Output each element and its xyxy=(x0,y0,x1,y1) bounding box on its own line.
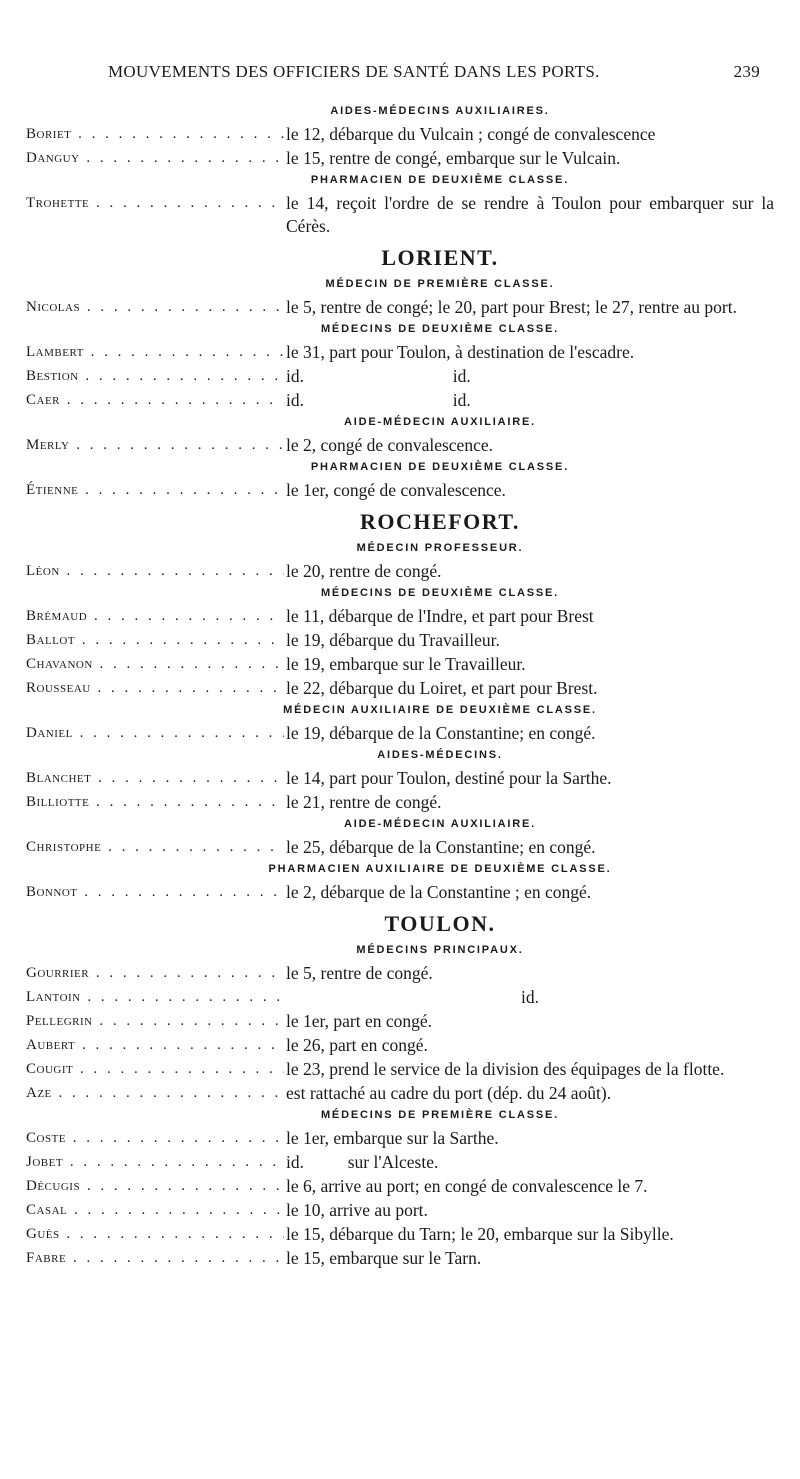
register-entry xyxy=(26,123,774,146)
officer-name: Cougit . . . xyxy=(26,1058,284,1081)
officer-name: Étienne . . . xyxy=(26,479,284,502)
movement-detail: le 6, arrive au port; en congé de convalescence le 7. xyxy=(286,1176,648,1196)
movement-detail: le 15, débarque du Tarn; le 20, embarque sur la Sibylle. xyxy=(286,1224,674,1244)
officer-name: Lambert . . . xyxy=(26,341,284,364)
page-header-title: MOUVEMENTS DES OFFICIERS DE SANTÉ DANS LES PORTS. xyxy=(108,62,600,81)
movement-detail: le 19, débarque de la Constantine; en congé. xyxy=(286,723,596,743)
port-title: ROCHEFORT. xyxy=(360,509,520,534)
officer-name: Aubert . . . xyxy=(26,1034,284,1057)
rank-heading: MÉDECIN DE PREMIÈRE CLASSE. xyxy=(325,278,555,290)
officer-name: Léon . . . xyxy=(26,560,284,583)
officer-name: Danguy . . . xyxy=(26,147,284,170)
rank-heading: PHARMACIEN AUXILIAIRE DE DEUXIÈME CLASSE. xyxy=(268,863,612,875)
rank-heading: MÉDECINS DE DEUXIÈME CLASSE. xyxy=(320,587,560,599)
rank-heading: AIDE-MÉDECIN AUXILIAIRE. xyxy=(344,818,536,830)
register-entry xyxy=(26,1151,774,1174)
officer-name: Fabre . . . xyxy=(26,1247,284,1270)
movement-detail: le 19, embarque sur le Travailleur. xyxy=(286,654,526,674)
register-entry xyxy=(26,836,774,859)
port-title: LORIENT. xyxy=(381,245,499,270)
rank-heading: AIDES-MÉDECINS. xyxy=(377,749,503,761)
movement-detail: id. id. xyxy=(286,366,471,386)
movement-detail: le 14, part pour Toulon, destiné pour la Sarthe. xyxy=(286,768,612,788)
movement-detail: le 11, débarque de l'Indre, et part pour Brest xyxy=(286,606,594,626)
movement-detail: le 20, rentre de congé. xyxy=(286,561,442,581)
officer-name: Daniel . . . xyxy=(26,722,284,745)
page-number: 239 xyxy=(733,62,760,81)
officer-name: Casal . . . xyxy=(26,1199,284,1222)
officer-name: Lantoin . . . xyxy=(26,986,284,1009)
movement-detail: le 15, embarque sur le Tarn. xyxy=(286,1248,482,1268)
register-entry xyxy=(26,1010,774,1033)
movement-detail: le 14, reçoit l'ordre de se rendre à Toulon pour embarquer sur la Cérès. xyxy=(286,193,779,236)
movement-detail: le 25, débarque de la Constantine; en congé. xyxy=(286,837,596,857)
movement-detail: le 5, rentre de congé. xyxy=(286,963,433,983)
officer-name: Brémaud . . . xyxy=(26,605,284,628)
movement-detail: le 2, congé de convalescence. xyxy=(286,435,493,455)
register-entry xyxy=(26,296,774,319)
movement-detail: le 1er, part en congé. xyxy=(286,1011,433,1031)
rank-heading: PHARMACIEN DE DEUXIÈME CLASSE. xyxy=(310,461,570,473)
register-entry xyxy=(26,722,774,745)
register-entry xyxy=(26,986,774,1009)
register-entry xyxy=(26,365,774,388)
register-entry xyxy=(26,605,774,628)
movement-detail: le 1er, embarque sur la Sarthe. xyxy=(286,1128,499,1148)
officer-name: Guès . . . xyxy=(26,1223,284,1246)
officer-name: Billiotte . . . xyxy=(26,791,284,814)
rank-heading: AIDE-MÉDECIN AUXILIAIRE. xyxy=(344,416,536,428)
register-entry xyxy=(26,147,774,170)
officer-name: Coste . . . xyxy=(26,1127,284,1150)
officer-name: Rousseau . . . xyxy=(26,677,284,700)
register-entry xyxy=(26,1247,774,1270)
rank-heading: MÉDECINS DE DEUXIÈME CLASSE. xyxy=(320,323,560,335)
officer-name: Blanchet . . . xyxy=(26,767,284,790)
officer-name: Jobet . . . xyxy=(26,1151,284,1174)
movement-detail: le 22, débarque du Loiret, et part pour Brest. xyxy=(286,678,598,698)
movement-detail: le 31, part pour Toulon, à destination de l'escadre. xyxy=(286,342,635,362)
register-entry xyxy=(26,1082,774,1105)
register-entry xyxy=(26,192,779,238)
officer-name: Nicolas . . . xyxy=(26,296,284,319)
officer-name: Caer . . . xyxy=(26,389,284,412)
rank-heading: MÉDECIN PROFESSEUR. xyxy=(356,542,524,554)
register-content xyxy=(26,101,779,1271)
officer-name: Bonnot . . . xyxy=(26,881,284,904)
movement-detail: le 26, part en congé. xyxy=(286,1035,428,1055)
register-entry xyxy=(26,962,774,985)
movement-detail: le 5, rentre de congé; le 20, part pour Brest; le 27, rentre au port. xyxy=(286,297,737,317)
movement-detail: le 15, rentre de congé, embarque sur le Vulcain. xyxy=(286,148,621,168)
rank-heading: MÉDECINS PRINCIPAUX. xyxy=(356,944,524,956)
register-entry xyxy=(26,341,774,364)
movement-detail: id. xyxy=(521,987,539,1007)
movement-detail: le 1er, congé de convalescence. xyxy=(286,480,506,500)
register-entry xyxy=(26,1223,774,1246)
movement-detail: le 10, arrive au port. xyxy=(286,1200,428,1220)
register-entry xyxy=(26,389,774,412)
officer-name: Ballot . . . xyxy=(26,629,284,652)
movement-detail: le 21, rentre de congé. xyxy=(286,792,442,812)
movement-detail: le 2, débarque de la Constantine ; en congé. xyxy=(286,882,592,902)
register-entry xyxy=(26,1058,774,1081)
register-entry xyxy=(26,434,774,457)
officer-name: Trohette . . . xyxy=(26,192,284,238)
register-entry xyxy=(26,1175,774,1198)
officer-name: Aze . . . xyxy=(26,1082,284,1105)
register-entry xyxy=(26,653,774,676)
rank-heading: PHARMACIEN DE DEUXIÈME CLASSE. xyxy=(310,174,570,186)
register-entry xyxy=(26,479,774,502)
port-title: TOULON. xyxy=(384,911,496,936)
register-entry xyxy=(26,677,774,700)
officer-name: Boriet . . . xyxy=(26,123,284,146)
register-entry xyxy=(26,1034,774,1057)
register-entry xyxy=(26,881,774,904)
register-entry xyxy=(26,791,774,814)
officer-name: Pellegrin . . . xyxy=(26,1010,284,1033)
movement-detail: est rattaché au cadre du port (dép. du 24 août). xyxy=(286,1083,612,1103)
officer-name: Christophe . . . xyxy=(26,836,284,859)
register-entry xyxy=(26,629,774,652)
officer-name: Bestion . . . xyxy=(26,365,284,388)
officer-name: Chavanon . . . xyxy=(26,653,284,676)
register-entry xyxy=(26,1127,774,1150)
movement-detail: id. sur l'Alceste. xyxy=(286,1152,439,1172)
rank-heading: MÉDECINS DE PREMIÈRE CLASSE. xyxy=(320,1109,560,1121)
officer-name: Gourrier . . . xyxy=(26,962,284,985)
movement-detail: le 12, débarque du Vulcain ; congé de convalescence xyxy=(286,124,656,144)
rank-heading: AIDES-MÉDECINS AUXILIAIRES. xyxy=(330,105,550,117)
register-entry xyxy=(26,1199,774,1222)
movement-detail: le 23, prend le service de la division des équipages de la flotte. xyxy=(286,1059,725,1079)
register-entry xyxy=(26,767,774,790)
movement-detail: le 19, débarque du Travailleur. xyxy=(286,630,500,650)
movement-detail: id. id. xyxy=(286,390,471,410)
register-entry xyxy=(26,560,774,583)
officer-name: Décugis . . . xyxy=(26,1175,284,1198)
officer-name: Merly . . . xyxy=(26,434,284,457)
rank-heading: MÉDECIN AUXILIAIRE DE DEUXIÈME CLASSE. xyxy=(283,704,597,716)
